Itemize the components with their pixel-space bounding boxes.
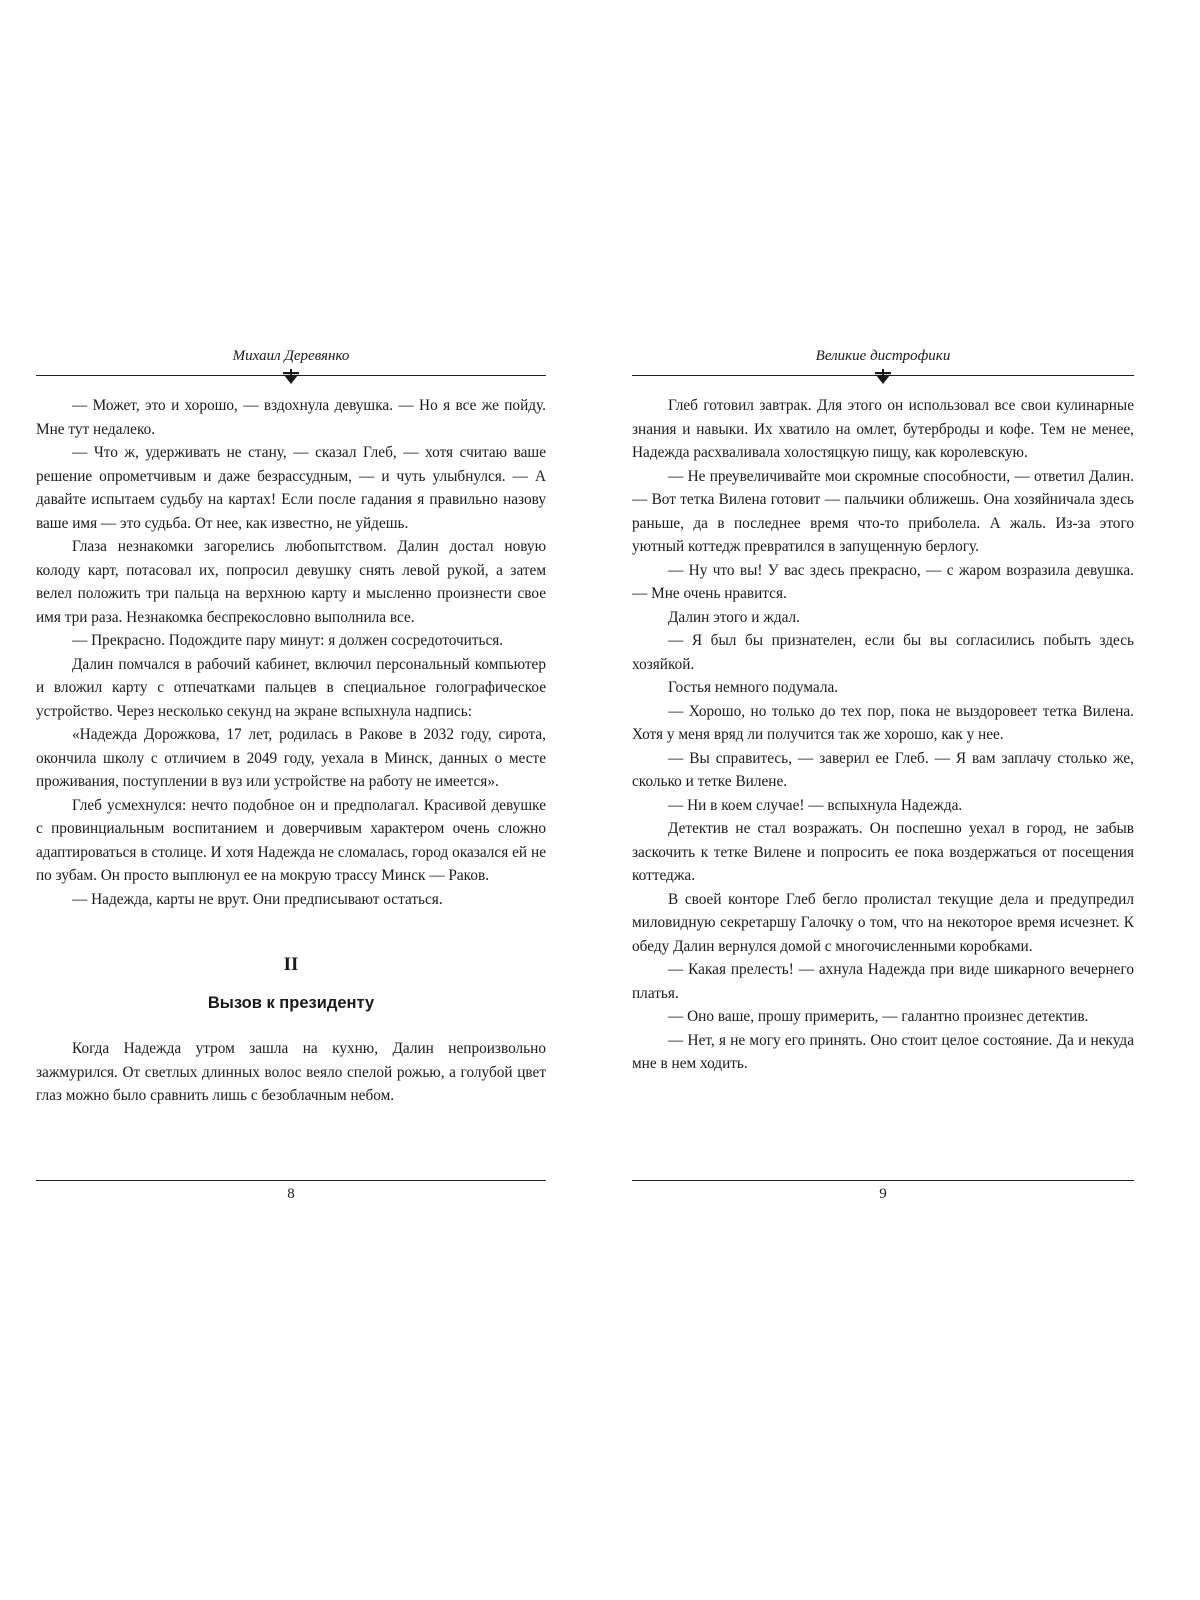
footer-rule bbox=[632, 1180, 1134, 1181]
paragraph: — Оно ваше, прошу примерить, — галантно произнес детектив. bbox=[668, 1008, 1089, 1025]
running-head-author: Михаил Деревянко bbox=[232, 348, 350, 364]
left-page-text bbox=[36, 394, 546, 1108]
paragraph: — Что ж, удерживать не стану, — сказал Глеб, — хотя считаю ваше решение опрометчивым и даже безрассудным, — и чуть улыбнулся. — А давайте испытаем судьбу на картах! Если после гадания я правильно назову ваше имя — это судьба. От нее, как известно, не уйдешь. bbox=[36, 444, 546, 532]
right-page-text bbox=[632, 394, 1134, 1076]
paragraph: — Вы справитесь, — заверил ее Глеб. — Я вам заплачу столько же, сколько и тетке Вилене. bbox=[632, 749, 1134, 790]
ornament-icon bbox=[872, 369, 894, 385]
paragraph: Гостья немного подумала. bbox=[668, 679, 839, 696]
page-number: 9 bbox=[879, 1186, 887, 1202]
paragraph: Детектив не стал возражать. Он поспешно уехал в город, не забыв заскочить к тетке Вилене и попросить ее пока воздержаться от посещения коттеджа. bbox=[632, 820, 1134, 884]
paragraph: В своей конторе Глеб бегло пролистал текущие дела и предупредил миловидную секретаршу Галочку о том, что на некоторое время исчезнет. К обеду Далин вернулся домой с многочисленными коробками. bbox=[632, 890, 1134, 955]
running-head-title: Великие дистрофики bbox=[815, 348, 951, 364]
paragraph: Глеб готовил завтрак. Для этого он использовал все свои кулинарные знания и навыки. Их хватило на омлет, бутерброды и кофе. Тем не менее, Надежда расхваливала холостяцкую пищу, как королевскую. bbox=[632, 397, 1134, 461]
paragraph: — Ни в коем случае! — вспыхнула Надежда. bbox=[668, 796, 963, 814]
footer-rule bbox=[36, 1180, 546, 1181]
paragraph: «Надежда Дорожкова, 17 лет, родилась в Ракове в 2032 году, сирота, окончила школу с отличием в 2049 году, уехала в Минск, данных о месте проживания, поступлении в вуз или устройстве на работу не имеется». bbox=[36, 726, 546, 790]
paragraph: — Прекрасно. Подождите пару минут: я должен сосредоточиться. bbox=[72, 632, 504, 649]
paragraph: Далин помчался в рабочий кабинет, включил персональный компьютер и вложил карту с отпечатками пальцев в специальное голографическое устройство. Через несколько секунд на экране вспыхнула надпись: bbox=[36, 655, 546, 720]
paragraph: — Не преувеличивайте мои скромные способности, — ответил Далин. — Вот тетка Вилена готовит — пальчики оближешь. Она хозяйничала здесь раньше, да в последнее время что-то приболела. А жаль. Из-за этого уютный коттедж превратился в запущенную берлогу. bbox=[632, 467, 1134, 555]
paragraph: Далин этого и ждал. bbox=[668, 608, 800, 626]
paragraph: — Хорошо, но только до тех пор, пока не выздоровеет тетка Вилена. Хотя у меня вряд ли получится так же хорошо, как у нее. bbox=[632, 702, 1134, 743]
chapter-number: II bbox=[283, 954, 299, 975]
right-page bbox=[632, 0, 1134, 1600]
paragraph: — Может, это и хорошо, — вздохнула девушка. — Но я все же пойду. Мне тут недалеко. bbox=[36, 397, 546, 438]
paragraph: — Надежда, карты не врут. Они предписывают остаться. bbox=[72, 890, 443, 908]
ornament-icon bbox=[280, 369, 302, 385]
left-page bbox=[36, 0, 546, 1600]
paragraph: — Какая прелесть! — ахнула Надежда при виде шикарного вечернего платья. bbox=[632, 961, 1134, 1002]
paragraph: Глаза незнакомки загорелись любопытством. Далин достал новую колоду карт, потасовал их, попросил девушку снять левой рукой, а затем велел положить три пальца на верхнюю карту и мысленно произнести свое имя три раза. Незнакомка беспрекословно выполнила все. bbox=[36, 538, 546, 626]
paragraph: — Ну что вы! У вас здесь прекрасно, — с жаром возразила девушка. — Мне очень нравится. bbox=[632, 561, 1134, 602]
paragraph: — Я был бы признателен, если бы вы согласились побыть здесь хозяйкой. bbox=[632, 632, 1134, 673]
chapter-title: Вызов к президенту bbox=[207, 994, 375, 1012]
page-number: 8 bbox=[287, 1186, 295, 1202]
paragraph: — Нет, я не могу его принять. Оно стоит целое состояние. Да и некуда мне в нем ходить. bbox=[632, 1031, 1134, 1072]
paragraph: Глеб усмехнулся: нечто подобное он и предполагал. Красивой девушке с провинциальным воспитанием и доверчивым характером очень сложно адаптироваться в столице. И хотя Надежда не сломалась, город оказался ей не по зубам. Он просто выплюнул ее на мокрую трассу Минск — Раков. bbox=[36, 796, 546, 884]
paragraph: Когда Надежда утром зашла на кухню, Далин непроизвольно зажмурился. От светлых длинных волос веяло спелой рожью, а голубой цвет глаз можно было сравнить лишь с безоблачным небом. bbox=[36, 1040, 546, 1104]
